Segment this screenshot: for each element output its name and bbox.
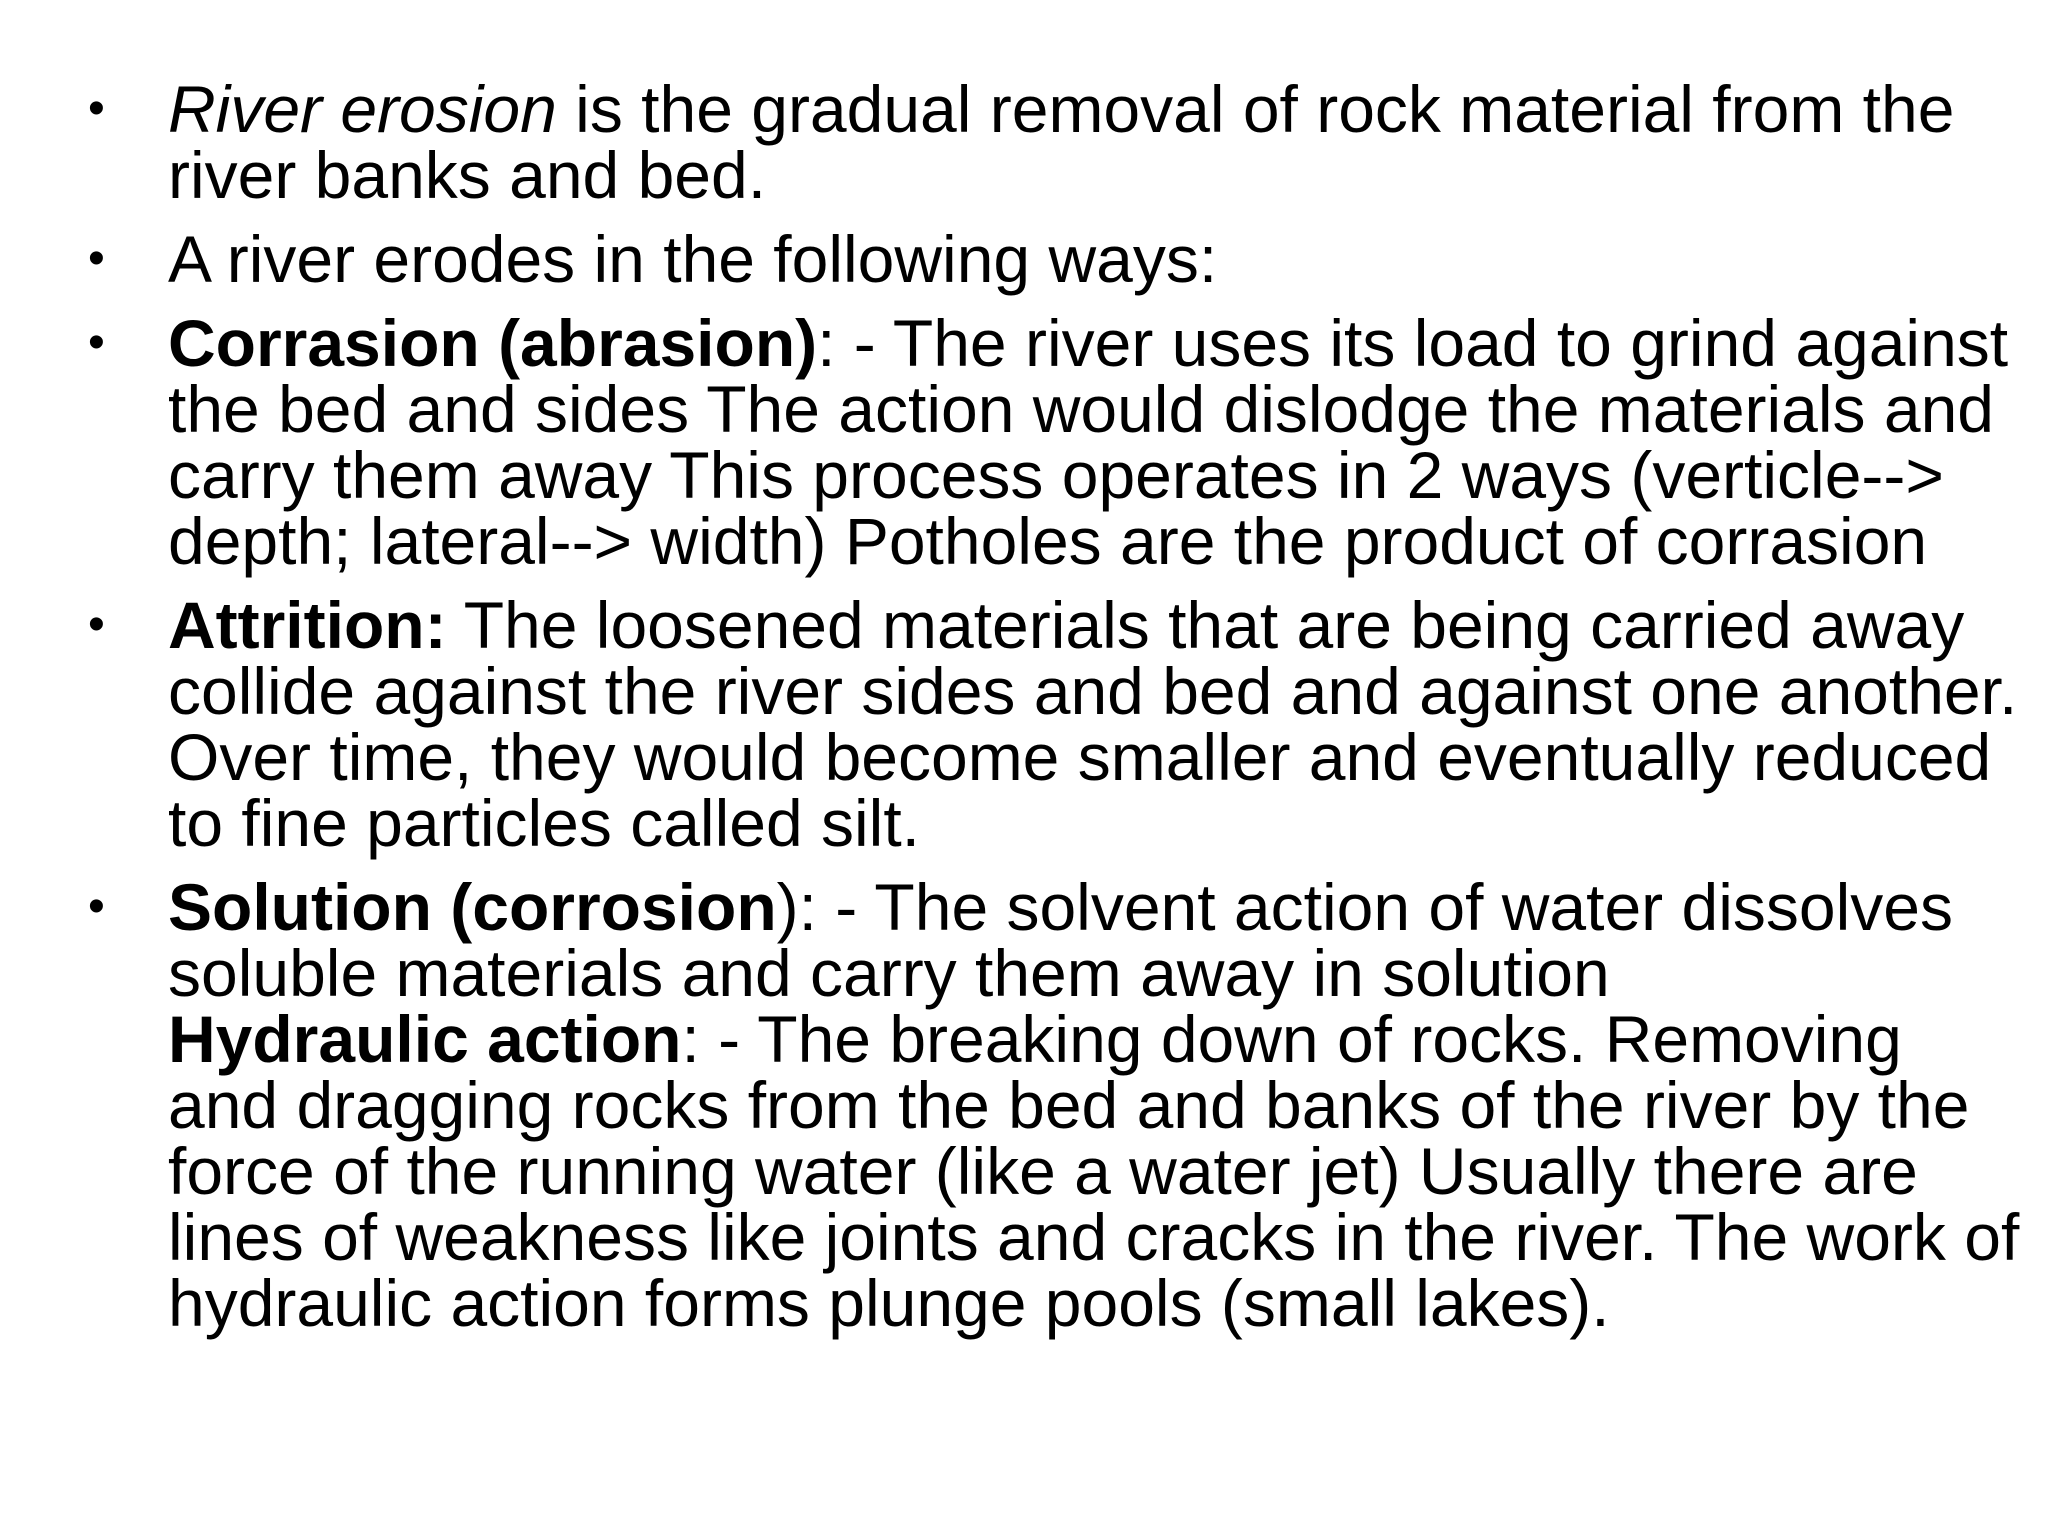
bullet-icon: • [88, 316, 105, 369]
bullet-list [88, 72, 2028, 1354]
definition-solution: ): - The solvent action of water dissolves soluble materials and carry them away in solution [168, 870, 1953, 1010]
erosion-ways-intro: A river erodes in the following ways: [168, 222, 1218, 296]
bullet-item-erosion-ways [88, 222, 2028, 296]
definition-corrasion: : - The river uses its load to grind against the bed and sides The action would dislodge the materials and carry them away This process operates in 2 ways (verticle--> depth; lateral--> width) Potholes are the product of corrasion [168, 306, 2009, 578]
bullet-item-attrition [88, 588, 2028, 860]
term-attrition: Attrition: [168, 588, 447, 662]
definition-river-erosion: is the gradual removal of rock material from the river banks and bed. [168, 72, 1955, 212]
bullet-icon: • [88, 598, 105, 651]
term-corrasion: Corrasion (abrasion) [168, 306, 818, 380]
term-river-erosion: River erosion [168, 72, 557, 146]
term-hydraulic-action: Hydraulic action [168, 1002, 682, 1076]
bullet-item-river-erosion [88, 72, 2028, 212]
bullet-item-solution [88, 870, 2028, 1340]
definition-attrition: The loosened materials that are being carried away collide against the river sides and bed and against one another. Over time, they would become smaller and eventually reduced to fine particles called silt. [168, 588, 2018, 860]
bullet-icon: • [88, 880, 105, 933]
bullet-icon: • [88, 232, 105, 285]
bullet-icon: • [88, 82, 105, 135]
hydraulic-action-block [168, 1002, 2028, 1340]
term-solution: Solution (corrosion [168, 870, 777, 944]
bullet-item-corrasion [88, 306, 2028, 578]
definition-hydraulic-action: : - The breaking down of rocks. Removing and dragging rocks from the bed and banks of the river by the force of the running water (like a water jet) Usually there are lines of weakness like joints and cracks in the river. The work of hydraulic action forms plunge pools (small lakes). [168, 1002, 2020, 1340]
